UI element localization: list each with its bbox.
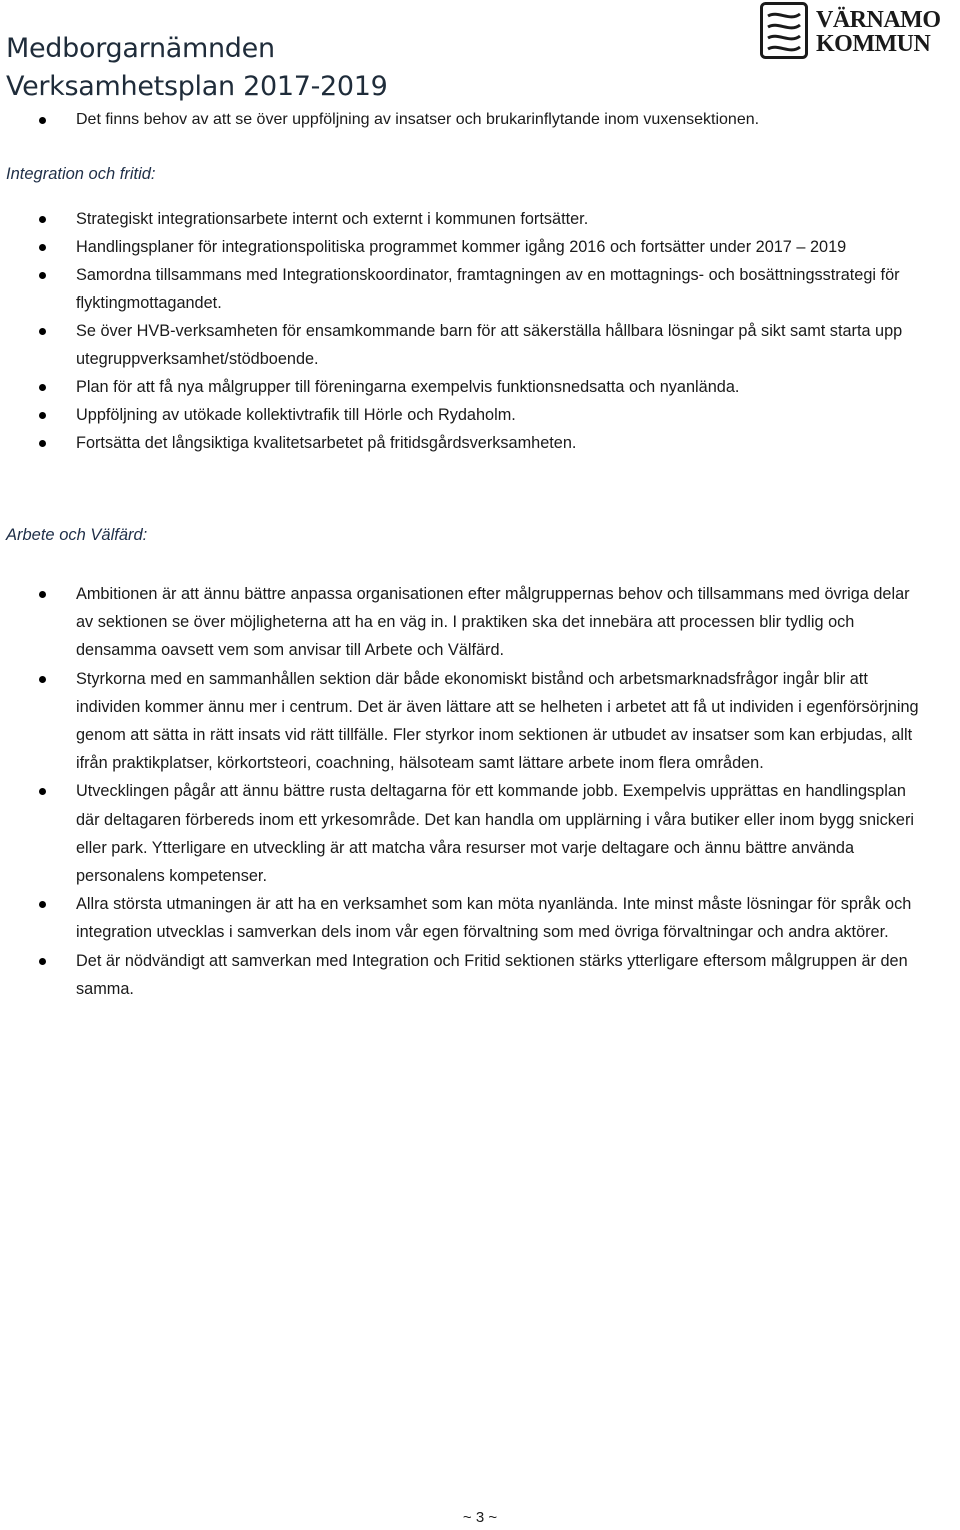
- list-item: Plan för att få nya målgrupper till föreningarna exempelvis funktionsnedsatta och nyanlända.: [0, 373, 960, 401]
- arbete-list: [0, 580, 960, 1003]
- bullet-icon: [39, 440, 46, 447]
- bullet-icon: [39, 901, 46, 908]
- kommun-logo: [760, 2, 956, 60]
- list-item: Uppföljning av utökade kollektivtrafik till Hörle och Rydaholm.: [0, 401, 960, 429]
- list-item: Ambitionen är att ännu bättre anpassa organisationen efter målgruppernas behov och tillsammans med övriga delar av sektionen se över möjligheterna att ha en väg in. I praktiken ska det innebära att processen blir tydlig och densamma oavsett vem som anvisar till Arbete och Välfärd.: [0, 580, 960, 665]
- integration-list: [0, 205, 960, 457]
- bullet-icon: [39, 328, 46, 335]
- bullet-icon: [39, 676, 46, 683]
- bullet-icon: [39, 788, 46, 795]
- bullet-icon: [39, 216, 46, 223]
- header-title: Medborgarnämnden: [6, 33, 275, 64]
- section-heading-arbete: Arbete och Välfärd:: [6, 526, 148, 544]
- list-item: Allra största utmaningen är att ha en verksamhet som kan möta nyanlända. Inte minst måste lösningar för språk och integration utvecklas i samverkan dels inom vår egen förvaltning som med övriga förvaltningar och andra aktörer.: [0, 890, 960, 946]
- logo-text-line1: VÄRNAMO: [816, 7, 941, 33]
- list-item: Fortsätta det långsiktiga kvalitetsarbetet på fritidsgårdsverksamheten.: [0, 429, 960, 457]
- intro-list: [0, 106, 960, 135]
- bullet-icon: [39, 272, 46, 279]
- list-item: Handlingsplaner för integrationspolitiska programmet kommer igång 2016 och fortsätter under 2017 – 2019: [0, 233, 960, 261]
- page-number: ~ 3 ~: [462, 1509, 498, 1526]
- list-item: Samordna tillsammans med Integrationskoordinator, framtagningen av en mottagnings- och bosättningsstrategi för flyktingmottagandet.: [0, 261, 960, 317]
- list-item: Utvecklingen pågår att ännu bättre rusta deltagarna för ett kommande jobb. Exempelvis upprättas en handlingsplan där deltagaren förbereds inom ett yrkesområde. Det kan handla om upplärning i våra butiker eller inom bygg snickeri eller park. Ytterligare en utveckling är att matcha våra resurser mot varje deltagare och ännu bättre använda personalens kompetenser.: [0, 777, 960, 890]
- list-item: Styrkorna med en sammanhållen sektion där både ekonomiskt bistånd och arbetsmarknadsfrågor ingår blir att individen kommer ännu mer i centrum. Det är även lättare att se helheten i arbetet att få ut individen i egenförsörjning genom att sätta in rätt insats vid rätt tillfälle. Fler styrkor inom sektionen är utbudet av insatser som kan erbjudas, allt ifrån praktikplatser, körkortsteori, coachning, hälsoteam samt lättare arbete inom flera områden.: [0, 665, 960, 778]
- list-item: Det finns behov av att se över uppföljning av insatser och brukarinflytande inom vuxensektionen.: [0, 106, 960, 135]
- kommun-emblem-icon: [760, 2, 812, 60]
- bullet-icon: [39, 412, 46, 419]
- bullet-icon: [39, 117, 46, 124]
- section-heading-integration: Integration och fritid:: [6, 165, 156, 183]
- logo-text-line2: KOMMUN: [816, 31, 931, 57]
- bullet-icon: [39, 958, 46, 965]
- list-item: Strategiskt integrationsarbete internt och externt i kommunen fortsätter.: [0, 205, 960, 233]
- bullet-icon: [39, 244, 46, 251]
- bullet-icon: [39, 384, 46, 391]
- list-item: Det är nödvändigt att samverkan med Integration och Fritid sektionen stärks ytterligare eftersom målgruppen är den samma.: [0, 947, 960, 1003]
- bullet-icon: [39, 591, 46, 598]
- list-item: Se över HVB-verksamheten för ensamkommande barn för att säkerställa hållbara lösningar på sikt samt starta upp utegruppverksamhet/stödboende.: [0, 317, 960, 373]
- header-subtitle: Verksamhetsplan 2017-2019: [6, 71, 388, 102]
